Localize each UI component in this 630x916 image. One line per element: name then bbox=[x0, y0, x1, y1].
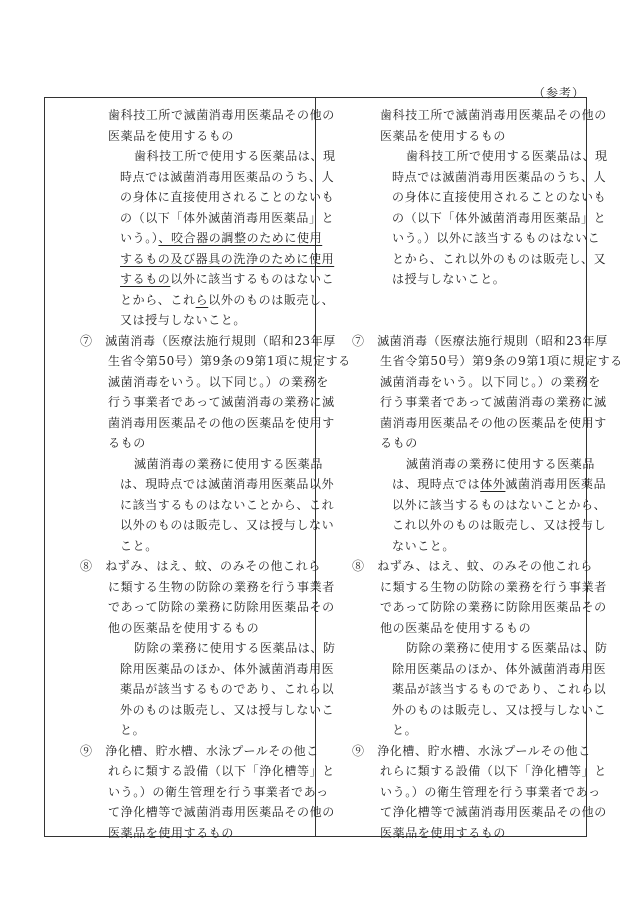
right-text-line bbox=[332, 310, 577, 331]
left-text-line bbox=[60, 372, 329, 393]
right-text-line bbox=[332, 741, 591, 762]
right-text-line bbox=[332, 761, 607, 782]
right-text-line bbox=[332, 331, 608, 352]
text-segment: の身体に直接使用されることのないも bbox=[392, 190, 607, 204]
left-text-line bbox=[60, 823, 305, 844]
current-text-column bbox=[316, 98, 623, 840]
text-segment: 滅菌消毒をいう。以下同じ。）の業務を bbox=[108, 374, 329, 389]
text-segment: 医薬品を使用するもの bbox=[108, 128, 235, 143]
right-text-line bbox=[332, 659, 607, 680]
left-text-line bbox=[60, 761, 335, 782]
right-text-line bbox=[332, 782, 601, 803]
left-text-line bbox=[60, 290, 335, 311]
text-segment: 滅菌消毒用医薬品 bbox=[505, 477, 607, 491]
reference-label: （参考） bbox=[532, 86, 585, 100]
text-segment: 歯科技工所で滅菌消毒用医薬品その他の bbox=[108, 108, 335, 122]
text-segment: 時点では滅菌消毒用医薬品のうち、人 bbox=[392, 169, 607, 184]
text-segment: て浄化槽等で滅菌消毒用医薬品その他の bbox=[380, 805, 607, 819]
left-text-line bbox=[60, 741, 319, 762]
text-segment: 防除の業務に使用する医薬品は、防 bbox=[406, 641, 608, 655]
text-segment: 生省令第50号）第9条の9第1項に規定する bbox=[380, 354, 623, 368]
text-segment: ⑧ ねずみ、はえ、蚊、のみその他これら bbox=[352, 559, 593, 573]
right-text-line bbox=[332, 433, 577, 454]
left-text-line bbox=[60, 495, 335, 516]
left-text-line bbox=[60, 126, 305, 147]
text-segment: 医薬品を使用するもの bbox=[108, 825, 235, 840]
right-text-line bbox=[332, 495, 607, 516]
text-segment: の身体に直接使用されることのないも bbox=[120, 190, 335, 204]
text-segment: と。 bbox=[120, 723, 146, 737]
right-text-line bbox=[332, 146, 608, 167]
text-segment: ⑨ 浄化槽、貯水槽、水泳プールその他こ bbox=[80, 743, 319, 758]
right-text-line bbox=[332, 228, 601, 249]
text-segment: 以外に該当するものはないこ bbox=[170, 272, 335, 286]
right-text-line bbox=[332, 105, 607, 126]
left-text-line bbox=[60, 556, 321, 577]
text-segment: とから、これ bbox=[120, 292, 196, 307]
text-segment: ないこと。 bbox=[392, 538, 456, 553]
text-segment: 外のものは販売し、又は授与しないこ bbox=[392, 702, 607, 717]
text-segment: ⑨ 浄化槽、貯水槽、水泳プールその他こ bbox=[352, 743, 591, 758]
text-segment: 菌消毒用医薬品その他の医薬品を使用す bbox=[108, 415, 335, 430]
text-segment: 除用医薬品のほか、体外滅菌消毒用医 bbox=[392, 661, 607, 676]
left-text-line bbox=[60, 351, 351, 372]
right-text-line bbox=[332, 126, 577, 147]
left-text-line bbox=[60, 618, 305, 639]
left-text-line bbox=[60, 659, 335, 680]
left-text-line bbox=[60, 310, 305, 331]
left-text-line bbox=[60, 536, 305, 557]
text-segment: は授与しないこと。 bbox=[392, 272, 506, 286]
text-segment: は、現時点では bbox=[392, 477, 481, 491]
text-segment: に類する生物の防除の業務を行う事業者 bbox=[108, 579, 335, 594]
underlined-amendment: 体外 bbox=[480, 477, 506, 491]
right-text-line bbox=[332, 720, 577, 741]
left-text-line bbox=[60, 700, 335, 721]
text-segment: 以外のものは販売し、又は授与しない bbox=[120, 518, 335, 532]
left-text-line bbox=[60, 802, 335, 823]
left-text-line bbox=[60, 228, 323, 249]
text-segment: に該当するものはないことから、これ bbox=[120, 497, 335, 512]
right-text-line bbox=[332, 392, 607, 413]
right-text-line bbox=[332, 290, 577, 311]
left-text-line bbox=[60, 105, 335, 126]
text-segment: れらに類する設備（以下「浄化槽等」と bbox=[108, 764, 335, 778]
underlined-amendment: するもの bbox=[120, 272, 171, 286]
underlined-amendment: ら bbox=[195, 292, 209, 307]
text-segment: ⑦ 滅菌消毒（医療法施行規則（昭和23年厚 bbox=[352, 333, 608, 348]
text-segment: 行う事業者であって滅菌消毒の業務に滅 bbox=[108, 395, 335, 409]
right-text-line bbox=[332, 823, 577, 844]
text-segment: 菌消毒用医薬品その他の医薬品を使用す bbox=[380, 415, 607, 430]
text-segment: の（以下「体外滅菌消毒用医薬品」と bbox=[120, 210, 335, 225]
right-text-line bbox=[332, 249, 607, 270]
text-segment: 歯科技工所で使用する医薬品は、現 bbox=[134, 149, 336, 163]
text-segment: 行う事業者であって滅菌消毒の業務に滅 bbox=[380, 395, 607, 409]
text-segment: 防除の業務に使用する医薬品は、防 bbox=[134, 641, 336, 655]
right-text-line bbox=[332, 208, 607, 229]
text-segment: 以外のものは販売し、 bbox=[208, 292, 335, 307]
text-segment: ⑦ 滅菌消毒（医療法施行規則（昭和23年厚 bbox=[80, 333, 336, 348]
text-segment: 滅菌消毒の業務に使用する医薬品 bbox=[134, 456, 324, 471]
left-text-line bbox=[60, 577, 335, 598]
right-text-line bbox=[332, 638, 608, 659]
left-text-line bbox=[60, 269, 335, 290]
revised-text-column bbox=[45, 98, 351, 840]
right-text-line bbox=[332, 597, 607, 618]
text-segment: れらに類する設備（以下「浄化槽等」と bbox=[380, 764, 607, 778]
left-text-line bbox=[60, 638, 336, 659]
left-text-line bbox=[60, 331, 336, 352]
text-segment: 歯科技工所で滅菌消毒用医薬品その他の bbox=[380, 108, 607, 122]
right-text-line bbox=[332, 577, 607, 598]
right-text-line bbox=[332, 454, 596, 475]
text-segment: 医薬品を使用するもの bbox=[380, 825, 507, 840]
text-segment: 生省令第50号）第9条の9第1項に規定する bbox=[108, 354, 351, 368]
text-segment: いう。）の衛生管理を行う事業者であっ bbox=[108, 784, 329, 799]
left-text-line bbox=[60, 167, 335, 188]
right-text-line bbox=[332, 618, 577, 639]
right-text-line bbox=[332, 269, 577, 290]
right-text-line bbox=[332, 802, 607, 823]
text-segment: 時点では滅菌消毒用医薬品のうち、人 bbox=[120, 169, 335, 184]
text-segment: とから、これ以外のものは販売し、又 bbox=[392, 251, 607, 266]
right-text-line bbox=[332, 413, 607, 434]
comparison-table bbox=[44, 97, 623, 840]
right-text-line bbox=[332, 556, 593, 577]
right-text-line bbox=[332, 187, 607, 208]
right-text-line bbox=[332, 474, 607, 495]
text-segment: て浄化槽等で滅菌消毒用医薬品その他の bbox=[108, 805, 335, 819]
text-segment: の（以下「体外滅菌消毒用医薬品」と bbox=[392, 210, 607, 225]
right-text-line bbox=[332, 679, 607, 700]
underlined-amendment: するもの及び器具の洗浄のために使用 bbox=[120, 251, 335, 266]
left-text-line bbox=[60, 208, 335, 229]
text-segment: るもの bbox=[108, 436, 146, 450]
text-segment: いう。）の衛生管理を行う事業者であっ bbox=[380, 784, 601, 799]
text-segment: 以外に該当するものはないことから、 bbox=[392, 497, 607, 512]
left-text-line bbox=[60, 720, 305, 741]
text-segment: るもの bbox=[380, 436, 418, 450]
text-segment: 滅菌消毒の業務に使用する医薬品 bbox=[406, 456, 596, 471]
text-segment: 薬品が該当するものであり、これら以 bbox=[120, 682, 335, 696]
left-text-line bbox=[60, 392, 335, 413]
text-segment: 他の医薬品を使用するもの bbox=[108, 620, 260, 635]
text-segment: これ以外のものは販売し、又は授与し bbox=[392, 518, 607, 532]
left-text-line bbox=[60, 146, 336, 167]
left-text-line bbox=[60, 187, 335, 208]
text-segment: 薬品が該当するものであり、これら以 bbox=[392, 682, 607, 696]
text-segment: 又は授与しないこと。 bbox=[120, 313, 247, 327]
right-text-line bbox=[332, 372, 601, 393]
left-text-line bbox=[60, 515, 335, 536]
left-text-line bbox=[60, 249, 335, 270]
text-segment: であって防除の業務に防除用医薬品その bbox=[108, 600, 335, 614]
text-segment: は、現時点では滅菌消毒用医薬品以外 bbox=[120, 477, 335, 491]
right-text-line bbox=[332, 536, 577, 557]
text-segment: ⑧ ねずみ、はえ、蚊、のみその他これら bbox=[80, 559, 321, 573]
text-segment: いう。）以外に該当するものはないこ bbox=[392, 231, 601, 245]
left-text-line bbox=[60, 413, 335, 434]
left-text-line bbox=[60, 474, 335, 495]
text-segment: 除用医薬品のほか、体外滅菌消毒用医 bbox=[120, 661, 335, 676]
right-text-line bbox=[332, 515, 607, 536]
left-text-line bbox=[60, 782, 329, 803]
left-text-line bbox=[60, 433, 305, 454]
text-segment: 医薬品を使用するもの bbox=[380, 128, 507, 143]
text-segment: 滅菌消毒をいう。以下同じ。）の業務を bbox=[380, 374, 601, 389]
right-text-line bbox=[332, 351, 623, 372]
text-segment: いう。） bbox=[120, 231, 159, 245]
right-text-line bbox=[332, 700, 607, 721]
text-segment: と。 bbox=[392, 723, 418, 737]
text-segment: 外のものは販売し、又は授与しないこ bbox=[120, 702, 335, 717]
left-text-line bbox=[60, 454, 324, 475]
text-segment: 歯科技工所で使用する医薬品は、現 bbox=[406, 149, 608, 163]
text-segment: 他の医薬品を使用するもの bbox=[380, 620, 532, 635]
left-text-line bbox=[60, 597, 335, 618]
underlined-amendment: 、咬合器の調整のために使用 bbox=[158, 231, 323, 245]
text-segment: に類する生物の防除の業務を行う事業者 bbox=[380, 579, 607, 594]
text-segment: こと。 bbox=[120, 538, 158, 553]
left-text-line bbox=[60, 679, 335, 700]
text-segment: であって防除の業務に防除用医薬品その bbox=[380, 600, 607, 614]
right-text-line bbox=[332, 167, 607, 188]
